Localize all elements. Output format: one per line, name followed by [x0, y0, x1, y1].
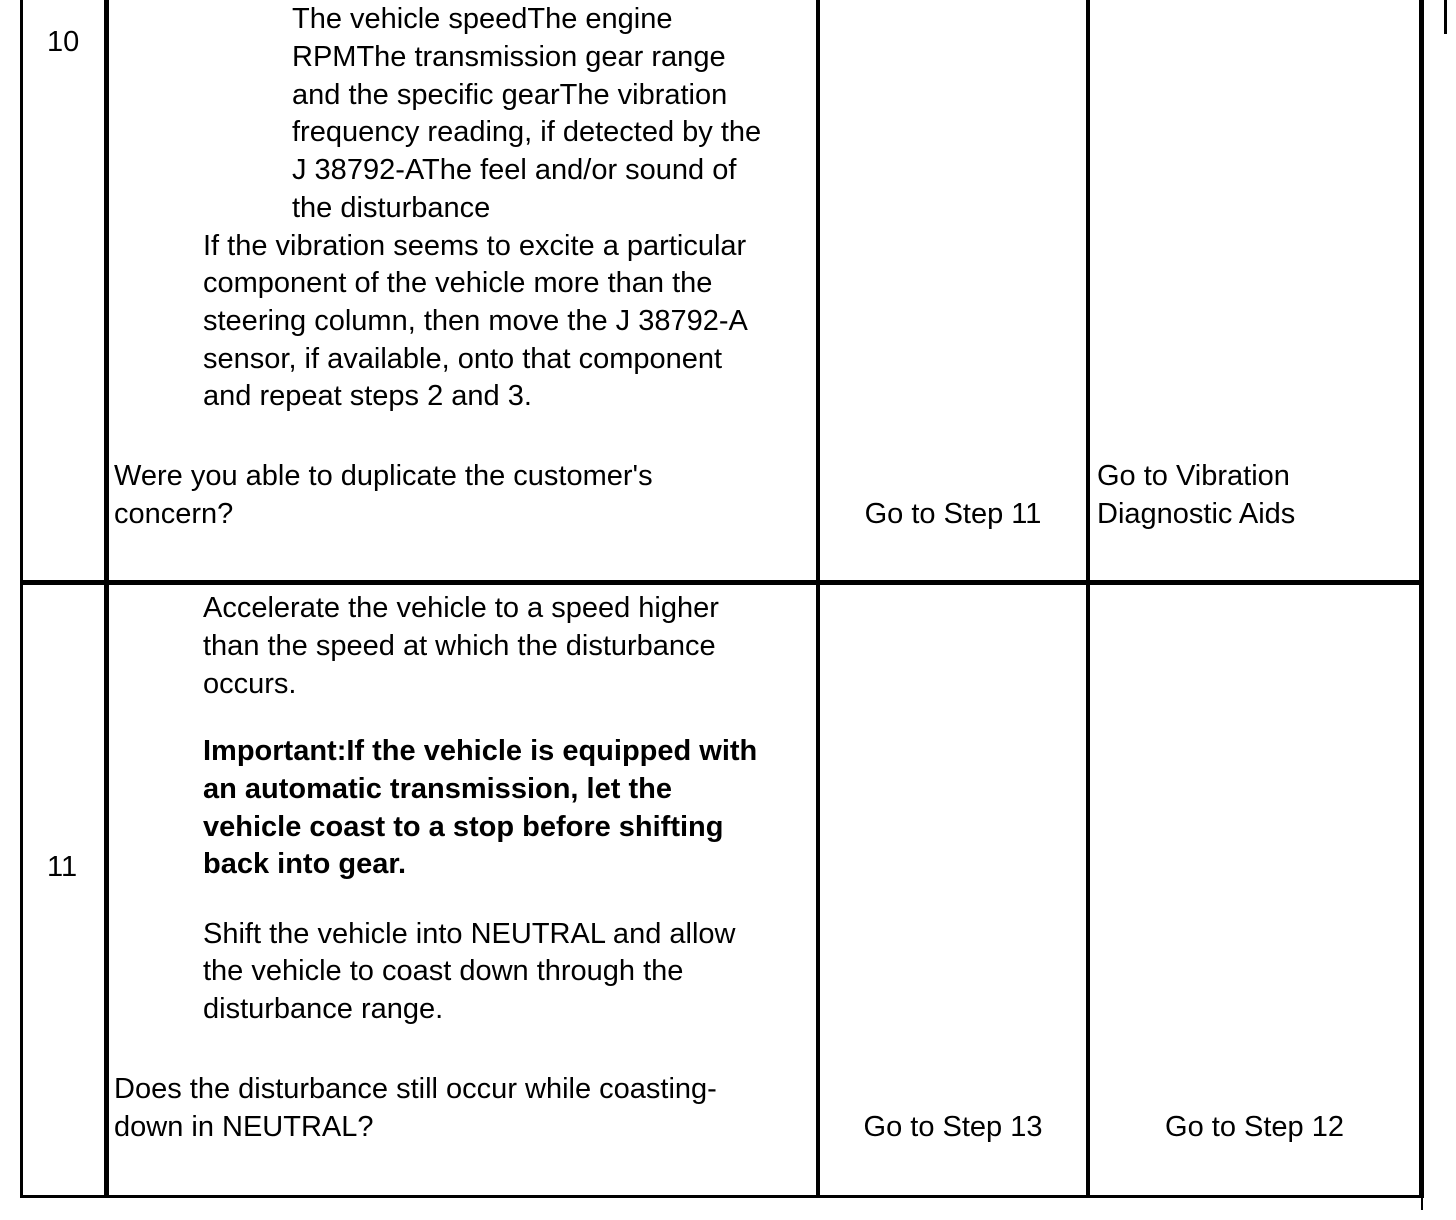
text-line: Diagnostic Aids [1097, 498, 1296, 530]
step-column-divider [104, 0, 109, 1198]
text-line: J 38792-AThe feel and/or sound of [292, 154, 737, 186]
text-line: and repeat steps 2 and 3. [203, 380, 532, 412]
action-column-divider [816, 0, 820, 1198]
step-number: 10 [47, 26, 80, 58]
text-line: Go to Vibration [1097, 460, 1290, 492]
text-line: than the speed at which the disturbance [203, 630, 716, 662]
text-line: vehicle coast to a stop before shifting [203, 811, 724, 843]
yes-result: Go to Step 13 [863, 1111, 1043, 1143]
no-result: Go to Step 12 [1165, 1111, 1344, 1143]
text-line: an automatic transmission, let the [203, 773, 672, 805]
yes-result: Go to Step 11 [864, 498, 1042, 530]
text-line: Shift the vehicle into NEUTRAL and allow [203, 918, 736, 950]
text-line: back into gear. [203, 848, 407, 880]
text-line: the disturbance [292, 192, 491, 224]
table-right-border [1419, 0, 1424, 1198]
yes-column-divider [1086, 0, 1090, 1198]
text-line: Does the disturbance still occur while coasting- [114, 1073, 717, 1105]
text-line: concern? [114, 498, 234, 530]
text-line: component of the vehicle more than the [203, 267, 713, 299]
table-left-border [20, 0, 23, 1198]
outer-right-edge-tail [1421, 1198, 1423, 1210]
step-number: 11 [47, 851, 78, 883]
text-line: sensor, if available, onto that component [203, 343, 723, 375]
text-line: frequency reading, if detected by the [292, 116, 762, 148]
outer-right-edge [1444, 0, 1447, 34]
text-line: RPMThe transmission gear range [292, 41, 726, 73]
text-line: down in NEUTRAL? [114, 1111, 374, 1143]
text-line: Were you able to duplicate the customer's [114, 460, 653, 492]
row-divider [20, 580, 1424, 585]
table-bottom-border [20, 1195, 1424, 1198]
text-line: the vehicle to coast down through the [203, 955, 684, 987]
text-line: steering column, then move the J 38792-A [203, 305, 748, 337]
text-line: Accelerate the vehicle to a speed higher [203, 592, 719, 624]
text-line: occurs. [203, 668, 297, 700]
text-line: disturbance range. [203, 993, 444, 1025]
text-line: and the specific gearThe vibration [292, 79, 728, 111]
text-line: Important:If the vehicle is equipped with [203, 735, 758, 767]
text-line: If the vibration seems to excite a particular [203, 230, 747, 262]
text-line: The vehicle speedThe engine [292, 3, 673, 35]
